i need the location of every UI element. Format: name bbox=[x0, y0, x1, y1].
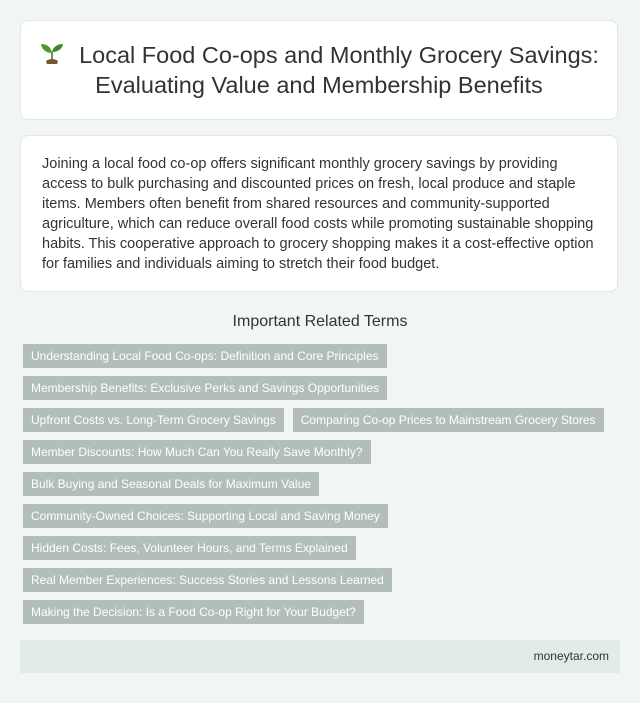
tag-row bbox=[23, 344, 618, 368]
tag-row bbox=[23, 408, 618, 432]
tag-row bbox=[23, 440, 618, 464]
tag-row bbox=[23, 376, 618, 400]
term-tag[interactable]: Making the Decision: Is a Food Co-op Right for Your Budget? bbox=[23, 600, 364, 624]
tag-row bbox=[23, 504, 618, 528]
page-title bbox=[21, 40, 617, 100]
footer-site-link[interactable]: moneytar.com bbox=[533, 649, 609, 663]
term-tag[interactable]: Real Member Experiences: Success Stories and Lessons Learned bbox=[23, 568, 392, 592]
tag-row bbox=[23, 472, 618, 496]
term-tag[interactable]: Comparing Co-op Prices to Mainstream Grocery Stores bbox=[293, 408, 604, 432]
term-tag[interactable]: Community-Owned Choices: Supporting Local and Saving Money bbox=[23, 504, 388, 528]
related-terms-list bbox=[23, 344, 618, 632]
term-tag[interactable]: Hidden Costs: Fees, Volunteer Hours, and Terms Explained bbox=[23, 536, 356, 560]
term-tag[interactable]: Bulk Buying and Seasonal Deals for Maximum Value bbox=[23, 472, 319, 496]
tag-row bbox=[23, 568, 618, 592]
seedling-icon bbox=[39, 41, 65, 65]
intro-card bbox=[20, 135, 618, 292]
term-tag[interactable]: Understanding Local Food Co-ops: Definition and Core Principles bbox=[23, 344, 387, 368]
term-tag[interactable]: Member Discounts: How Much Can You Really Save Monthly? bbox=[23, 440, 371, 464]
footer bbox=[20, 640, 620, 673]
tag-row bbox=[23, 536, 618, 560]
term-tag[interactable]: Upfront Costs vs. Long-Term Grocery Savings bbox=[23, 408, 284, 432]
related-terms-heading: Important Related Terms bbox=[232, 313, 408, 330]
term-tag[interactable]: Membership Benefits: Exclusive Perks and Savings Opportunities bbox=[23, 376, 387, 400]
intro-paragraph: Joining a local food co-op offers significant monthly grocery savings by providing access to bulk purchasing and discounted prices on fresh, local produce and staple items. Members often benefit from shared resources and community-supported agriculture, which can reduce overall food costs while promoting sustainable shopping habits. This cooperative approach to grocery shopping makes it a cost-effective option for families and individuals aiming to stretch their food budget. bbox=[42, 156, 594, 272]
tag-row bbox=[23, 600, 618, 624]
page-title-text: Local Food Co-ops and Monthly Grocery Savings: Evaluating Value and Membership Benefits bbox=[79, 42, 599, 98]
title-card bbox=[20, 20, 618, 120]
